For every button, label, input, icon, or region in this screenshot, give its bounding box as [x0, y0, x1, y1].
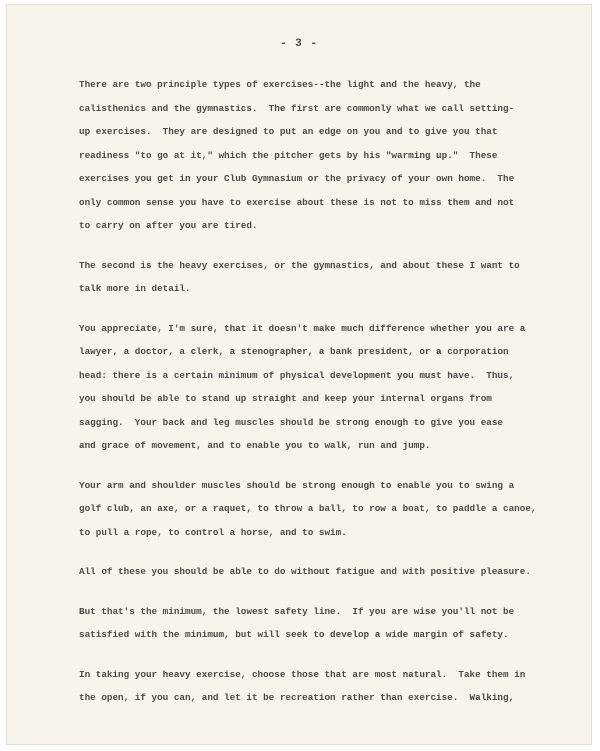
text-line: satisfied with the minimum, but will seek to develop a wide margin of safety.: [79, 629, 509, 640]
text-line: In taking your heavy exercise, choose those that are most natural. Take them in: [79, 668, 526, 680]
text-line: the open, if you can, and let it be recreation rather than exercise. Walking,: [79, 692, 515, 703]
text-line: only common sense you have to exercise about these is not to miss them and not: [79, 196, 515, 208]
paragraph: [79, 474, 579, 545]
text-line: There are two principle types of exercises--the light and the heavy, the: [79, 79, 481, 90]
text-line: You appreciate, I'm sure, that it doesn't make much difference whether you are a: [79, 322, 526, 334]
text-line: golf club, an axe, or a raquet, to throw a ball, to row a boat, to paddle a canoe,: [79, 503, 537, 514]
paragraph: [79, 663, 579, 710]
paragraph: [79, 600, 579, 647]
text-line: head: there is a certain minimum of physical development you must have. Thus,: [79, 369, 515, 381]
document-page: [6, 4, 592, 745]
text-line: The second is the heavy exercises, or the gymnastics, and about these I want to: [79, 259, 520, 271]
text-line: readiness "to go at it," which the pitcher gets by his "warming up." These: [79, 149, 498, 161]
paragraph-gap: [79, 584, 579, 600]
text-line: sagging. Your back and leg muscles should be strong enough to give you ease: [79, 416, 504, 428]
text-line: exercises you get in your Club Gymnasium or the privacy of your own home. The: [79, 173, 515, 184]
paragraph: [79, 317, 579, 458]
text-line: All of these you should be able to do without fatigue and with positive pleasure.: [79, 566, 531, 577]
text-line: and grace of movement, and to enable you to walk, run and jump.: [79, 440, 431, 451]
text-line: calisthenics and the gymnastics. The first are commonly what we call setting-: [79, 102, 515, 114]
text-line: up exercises. They are designed to put an edge on you and to give you that: [79, 126, 498, 137]
text-line: to carry on after you are tired.: [79, 220, 258, 231]
text-line: lawyer, a doctor, a clerk, a stenographer, a bank president, or a corporation: [79, 346, 509, 357]
paragraph-gap: [79, 544, 579, 560]
paragraph: [79, 73, 579, 238]
text-line: to pull a rope, to control a horse, and to swim.: [79, 526, 347, 538]
text-line: talk more in detail.: [79, 283, 191, 294]
paragraph: [79, 560, 579, 584]
paragraph-gap: [79, 458, 579, 474]
text-line: you should be able to stand up straight and keep your internal organs from: [79, 393, 492, 404]
paragraph: [79, 254, 579, 301]
paragraph-gap: [79, 301, 579, 317]
page-number: - 3 -: [279, 38, 318, 50]
document-body: [79, 73, 579, 710]
paragraph-gap: [79, 647, 579, 663]
text-line: Your arm and shoulder muscles should be strong enough to enable you to swing a: [79, 479, 515, 491]
text-line: But that's the minimum, the lowest safety line. If you are wise you'll not be: [79, 605, 515, 617]
paragraph-gap: [79, 238, 579, 254]
